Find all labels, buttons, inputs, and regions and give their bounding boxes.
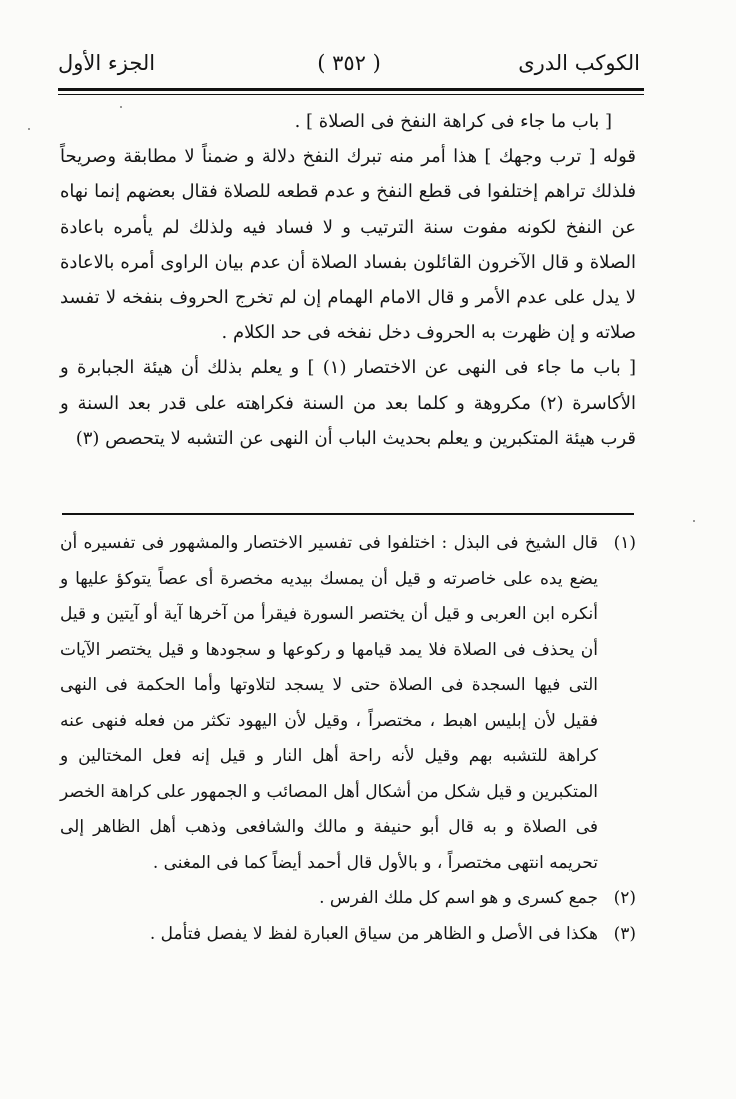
chapter-heading-nafkh: [ باب ما جاء فى كراهة النفخ فى الصلاة ] . <box>294 111 612 132</box>
main-text <box>60 104 636 456</box>
paper-speck <box>120 106 122 108</box>
book-title: الكوكب الدرى <box>518 51 640 75</box>
footnote-mark: (٢) <box>613 888 636 908</box>
page-header <box>58 42 640 82</box>
page-number: ( ٣٥٢ ) <box>317 51 381 75</box>
footnote-text: هكذا فى الأصل و الظاهر من سياق العبارة لفظ لا يفصل فتأمل . <box>149 923 598 944</box>
paragraph-ikhtisar: [ باب ما جاء فى النهى عن الاختصار (١) ] و يعلم بذلك أن هيئة الجبابرة و الأكاسرة (٢) مكروهة و كلما بعد من السنة فكراهته على قدر بعد السنة و قرب هيئة المتكبرين و يعلم بحديث الباب أن النهى عن التشبه لا يتحصص (٣) <box>60 357 636 449</box>
footnote-1 <box>60 526 636 881</box>
footnote-mark: (٣) <box>613 923 636 944</box>
paper-speck <box>693 520 695 522</box>
paper-speck <box>28 128 30 130</box>
footnote-mark: (١) <box>613 533 636 553</box>
footnote-3 <box>60 917 636 953</box>
paragraph-nafkh: قوله [ ترب وجهك ] هذا أمر منه تبرك النفخ دلالة و ضمناً لا مطابقة وصريحاً فلذلك تراهم إختلفوا فى قطع النفخ و عدم قطعه للصلاة فقال بعضهم إنما نهاه عن النفخ لكونه مفوت سنة الترتيب و لا فساد فيه ولذلك لم يأمره باعادة الصلاة و قال الآخرون القائلون بفساد الصلاة أن عدم بيان الراوى أمره بالاعادة لا يدل على عدم الأمر و قال الامام الهمام إن لم تخرج الحروف بنفخه لا تفسد صلاته و إن ظهرت به الحروف دخل نفخه فى حد الكلام . <box>60 146 636 344</box>
footnote-2 <box>60 881 636 917</box>
footnote-text: قال الشيخ فى البذل : اختلفوا فى تفسير الاختصار والمشهور فى تفسيره أن يضع يده على خاصرته و قيل أن يمسك بيديه مخصرة أى عصاً يتوكؤ عليها و أنكره ابن العربى و قيل أن يختصر السورة فيقرأ من آخرها آية أو آيتين و قيل أن يحذف فى الصلاة فلا يمد قيامها و ركوعها و سجودها و قيل يختصر الآيات التى فيها السجدة فى الصلاة حتى لا يسجد لتلاوتها وأما الحكمة فى النهى فقيل لأن إبليس اهبط ، مختصراً ، وقيل لأن اليهود تكثر من فعله فنهى عنه كراهة للتشبه بهم وقيل لأنه راحة أهل النار و قيل إنه فعل المختالين و المتكبرين و قيل شكل من أشكال أهل المصائب و الجمهور على كراهة الخصر فى الصلاة و به قال أبو حنيفة و مالك والشافعى وذهب أهل الظاهر إلى تحريمه انتهى مختصراً ، و بالأول قال أحمد أيضاً كما فى المغنى . <box>60 533 598 873</box>
header-rule-thick <box>58 88 644 91</box>
footnote-text: جمع كسرى و هو اسم كل ملك الفرس . <box>319 888 598 908</box>
footnotes <box>60 526 636 952</box>
header-rule-thin <box>58 94 644 95</box>
volume-label: الجزء الأول <box>58 51 156 75</box>
footnote-separator <box>62 513 634 515</box>
